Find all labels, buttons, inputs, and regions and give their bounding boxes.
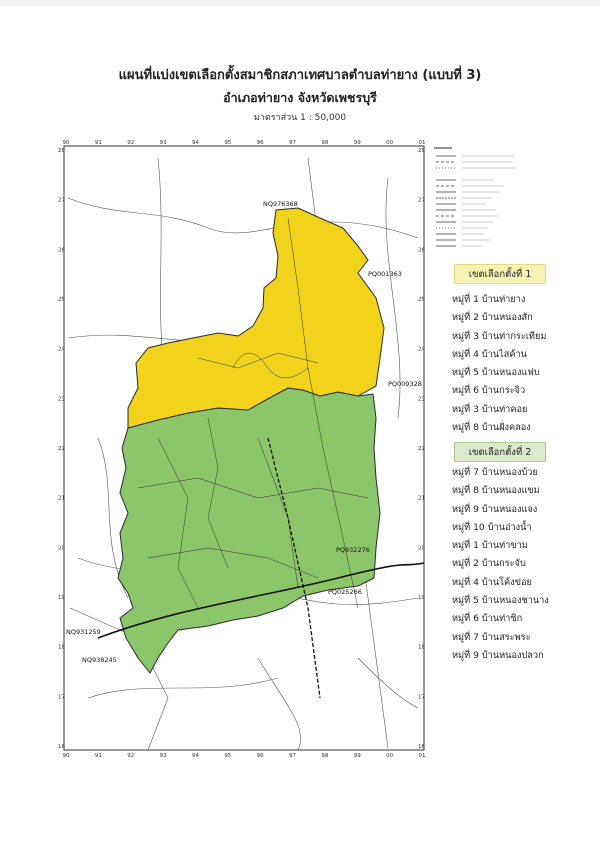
point-label: PQ009328: [388, 380, 422, 388]
grid-label: 27: [418, 197, 425, 204]
grid-label: 90: [62, 140, 70, 146]
grid-label: 18: [58, 644, 65, 651]
grid-label: 93: [159, 753, 167, 758]
list-item: หมู่ที่ 5 บ้านหนองชานาง: [452, 595, 549, 607]
grid-label: 99: [353, 753, 361, 758]
grid-label: 21: [418, 495, 425, 502]
point-label: PQ001363: [368, 270, 402, 278]
grid-labels-bottom: [63, 753, 426, 758]
grid-label: 16: [58, 744, 65, 750]
grid-label: 94: [191, 140, 199, 146]
grid-label: 20: [418, 545, 425, 552]
point-label: PQ025266: [328, 588, 362, 596]
list-item: หมู่ที่ 4 บ้านไสค้าน: [452, 348, 527, 360]
zone2-village-list: [452, 464, 549, 665]
list-item: หมู่ที่ 8 บ้านหนองแขม: [452, 485, 540, 497]
grid-label: 21: [58, 495, 65, 502]
list-item: หมู่ที่ 9 บ้านหนองปลวก: [452, 649, 544, 661]
grid-label: 95: [224, 140, 232, 146]
list-item: หมู่ที่ 6 บ้านกระจิว: [452, 385, 526, 397]
grid-label: 98: [321, 753, 329, 758]
list-item: หมู่ที่ 9 บ้านหนองแจง: [452, 503, 538, 515]
list-item: หมู่ที่ 1 บ้านท่าขาม: [452, 540, 528, 552]
grid-label: 25: [418, 297, 425, 303]
zone1-label: เขตเลือกตั้งที่ 1: [454, 264, 546, 284]
list-item: หมู่ที่ 2 บ้านกระจับ: [452, 558, 526, 570]
grid-label: 90: [62, 753, 70, 758]
grid-label: 99: [353, 140, 361, 146]
grid-label: 28: [58, 148, 65, 154]
grid-label: 98: [321, 140, 329, 146]
district-map: [58, 138, 430, 758]
map-legend: [434, 146, 520, 258]
list-item: หมู่ที่ 8 บ้านฝั่งคลอง: [452, 422, 531, 434]
grid-label: 17: [418, 694, 425, 701]
grid-label: 01: [418, 753, 426, 758]
list-item: หมู่ที่ 7 บ้านสระพระ: [452, 631, 531, 643]
list-item: หมู่ที่ 7 บ้านหนองบ้วย: [452, 467, 538, 478]
grid-label: 96: [256, 140, 264, 146]
map-subtitle: อำเภอท่ายาง จังหวัดเพชรบุรี: [223, 90, 377, 105]
grid-label: 24: [58, 346, 65, 353]
list-item: หมู่ที่ 1 บ้านท่ายาง: [452, 294, 526, 305]
zone1-village-list: [452, 291, 546, 437]
grid-label: 28: [418, 148, 425, 154]
grid-label: 93: [159, 140, 167, 146]
list-item: หมู่ที่ 3 บ้านท่าคอย: [452, 403, 528, 415]
grid-label: 96: [256, 753, 264, 758]
point-label: NQ931259: [66, 628, 101, 636]
grid-label: 25: [58, 297, 65, 303]
grid-label: 97: [289, 140, 297, 146]
grid-label: 16: [418, 744, 425, 750]
grid-label: 23: [418, 396, 425, 403]
page-top-edge: [0, 0, 600, 6]
grid-label: 18: [418, 644, 425, 651]
map-title: แผนที่แบ่งเขตเลือกตั้งสมาชิกสภาเทศบาลตำบลท่ายาง (แบบที่ 3): [118, 68, 482, 83]
grid-label: 26: [58, 247, 65, 254]
grid-label: 26: [418, 247, 425, 254]
grid-label: 27: [58, 197, 65, 204]
grid-label: 01: [418, 140, 426, 146]
grid-label: 91: [94, 753, 102, 758]
grid-label: 94: [191, 753, 199, 758]
grid-label: 19: [418, 595, 425, 601]
grid-label: 91: [94, 140, 102, 146]
list-item: หมู่ที่ 6 บ้านท่าซิก: [452, 613, 523, 625]
grid-label: 00: [386, 140, 394, 146]
grid-label: 95: [224, 753, 232, 758]
grid-label: 24: [418, 346, 425, 353]
grid-labels-top: [63, 140, 426, 146]
grid-label: 17: [58, 694, 65, 701]
grid-label: 22: [418, 446, 425, 452]
grid-label: 20: [58, 545, 65, 552]
grid-label: 19: [58, 595, 65, 601]
grid-label: 92: [127, 753, 135, 758]
grid-label: 23: [58, 396, 65, 403]
list-item: หมู่ที่ 4 บ้านโค้งข่อย: [452, 576, 532, 588]
zone2-label: เขตเลือกตั้งที่ 2: [454, 442, 546, 462]
point-label: NQ938245: [82, 656, 117, 664]
map-scale: มาตราส่วน 1 : 50,000: [253, 113, 347, 123]
point-label: PQ932276: [336, 546, 370, 554]
list-item: หมู่ที่ 3 บ้านท่ากระเทียม: [452, 330, 547, 342]
grid-label: 92: [127, 140, 135, 146]
grid-label: 22: [58, 446, 65, 452]
point-label: NQ976368: [263, 200, 298, 208]
grid-label: 97: [289, 753, 297, 758]
list-item: หมู่ที่ 5 บ้านหนองแฟบ: [452, 367, 540, 379]
grid-label: 00: [386, 753, 394, 758]
list-item: หมู่ที่ 10 บ้านอ่างน้ำ: [452, 521, 532, 533]
list-item: หมู่ที่ 2 บ้านหนองสัก: [452, 312, 533, 324]
